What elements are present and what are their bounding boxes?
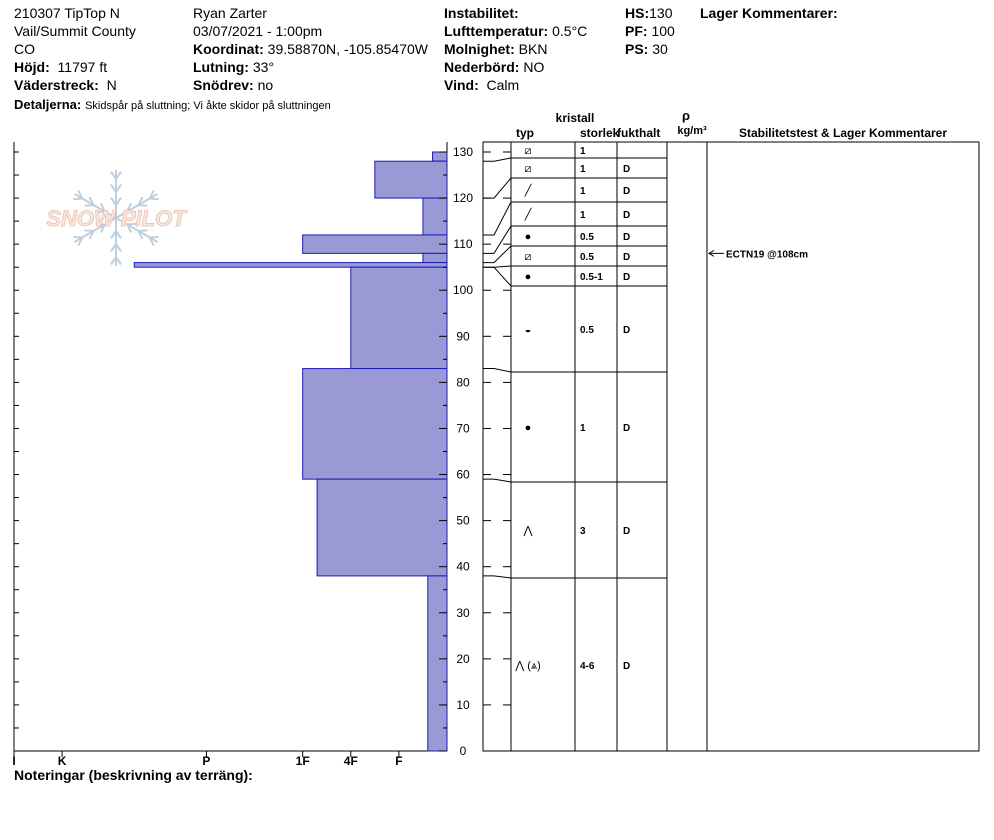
hardness-tick-label: F [395,754,403,768]
state: CO [14,41,35,57]
grain-type: ╱ [524,209,532,221]
layer-connector [483,576,511,578]
grain-type: ⋀ [523,525,533,537]
sky-value: BKN [518,41,548,57]
profile-layer-bar [375,161,447,198]
grain-type: ⋀ (⩓) [515,660,541,672]
layer-connector [483,479,511,482]
snowflake-branch [150,237,159,238]
hardness-tick-label: K [57,754,67,768]
layer-connector [483,178,511,198]
sky-label: Molnighet: [444,41,515,57]
header-moisture: fukthalt [617,126,661,140]
header-stability-comments: Stabilitetstest & Lager Kommentarer [738,126,948,140]
header-type: typ [516,126,534,140]
moisture: D [623,252,631,263]
grain-size: 0.5 [580,232,594,243]
profile-layer-bar [423,198,447,235]
snowpilot-logo [46,170,187,266]
depth-tick-label: 120 [452,191,474,206]
header-size: storlek [580,126,620,140]
wind-loading-value: no [257,77,274,93]
moisture: D [623,164,631,175]
profile-layer-bar [433,152,447,161]
snowflake-branch [73,199,82,200]
datetime: 03/07/2021 - 1:00pm [193,23,323,39]
logo-text: SNOW PILOT [46,206,186,231]
grain-size: 1 [580,423,586,434]
hs-value: 130 [649,5,673,21]
pf-value: 100 [651,23,675,39]
profile-layer-bar [303,235,447,253]
grain-size: 0.5 [580,252,594,263]
moisture: D [623,325,631,336]
layer-connector [483,369,511,372]
grain-size: 0.5-1 [580,272,603,283]
notes-label: Noteringar (beskrivning av terräng): [14,767,253,783]
grain-type: ⧄ [524,163,532,175]
depth-tick-label: 80 [456,375,470,390]
ps-label: PS: [625,41,649,57]
slope-label: Lutning: [193,59,249,75]
air-temp-value: 0.5°C [552,23,588,39]
profile-layer-bar [351,267,447,368]
depth-tick-label: 10 [456,697,470,712]
layer-connector [483,267,511,286]
grain-size: 1 [580,164,586,175]
wind-loading-label: Snödrev: [193,77,254,93]
coord-label: Koordinat: [193,41,264,57]
depth-tick-label: 0 [459,744,467,758]
moisture: D [623,423,631,434]
layer-comments-title: Lager Kommentarer: [700,5,838,21]
elevation-value: 11797 ft [57,59,108,75]
depth-tick-label: 100 [452,283,474,298]
layer-connector [483,202,511,235]
depth-tick-label: 60 [456,467,470,482]
header-density-unit: kg/m³ [677,125,707,137]
hardness-profile [134,152,447,751]
profile-layer-bar [303,369,447,480]
wind-value: Calm [486,77,520,93]
layer-table [483,142,979,751]
coord-value: 39.58870N, -105.85470W [267,41,428,57]
grain-size: 0.5 [580,325,594,336]
precip-value: NO [523,59,545,75]
observer: Ryan Zarter [193,5,267,21]
moisture: D [623,526,631,537]
elevation-label: Höjd: [14,59,50,75]
aspect-value: N [106,77,117,93]
profile-layer-bar [423,253,447,262]
profile-layer-bar [428,576,447,751]
layer-connector [483,158,511,161]
moisture: D [623,186,631,197]
pf-label: PF: [625,23,648,39]
air-temp-label: Lufttemperatur: [444,23,549,39]
slope-value: 33° [252,59,275,75]
moisture: D [623,661,631,672]
grain-type: ⧄ [524,251,532,263]
depth-tick-label: 110 [453,237,473,252]
grain-size: 1 [580,186,586,197]
precip-label: Nederbörd: [444,59,520,75]
grain-size: 3 [580,526,586,537]
location: Vail/Summit County [14,23,136,39]
hardness-tick-label: I [12,754,16,768]
stability-label: Instabilitet: [444,5,519,21]
aspect-label: Väderstreck: [14,77,99,93]
depth-tick-label: 90 [456,329,470,344]
ps-value: 30 [652,41,668,57]
pit-name: 210307 TipTop N [14,5,120,21]
grain-size: 1 [580,146,586,157]
moisture: D [623,210,631,221]
grain-type: ◒ [524,324,532,336]
hardness-tick-label: 1F [295,754,310,768]
profile-layer-bar [317,479,447,576]
hardness-tick-label: P [202,754,211,768]
grain-size: 4-6 [580,661,595,672]
stability-test-label: ECTN19 @108cm [726,249,809,261]
profile-layer-bar [134,263,447,268]
depth-tick-label: 30 [456,605,470,620]
hardness-tick-label: 4F [343,754,358,768]
depth-tick-label: 70 [456,421,470,436]
table-border [483,142,979,751]
details-label: Detaljerna: [14,97,82,112]
depth-tick-label: 130 [452,145,474,159]
snowflake-branch [150,199,159,200]
depth-tick-label: 40 [456,559,470,574]
moisture: D [623,232,631,243]
grain-type: ● [524,422,532,434]
header-rho: ρ [681,108,691,123]
grain-type: ● [524,231,532,243]
details-value: Skidspår på sluttning; Vi åkte skidor på sluttningen [85,100,331,112]
grain-size: 1 [580,210,586,221]
grain-type: ╱ [524,185,532,197]
grain-type: ● [524,271,532,283]
depth-tick-label: 20 [456,651,470,666]
moisture: D [623,272,631,283]
layer-table-headers [516,108,947,140]
grain-type: ⧄ [524,145,532,157]
wind-label: Vind: [444,77,479,93]
snowflake-branch [73,237,82,238]
hs-label: HS: [625,5,650,21]
header-crystal: kristall [555,111,595,125]
depth-tick-label: 50 [456,513,470,528]
